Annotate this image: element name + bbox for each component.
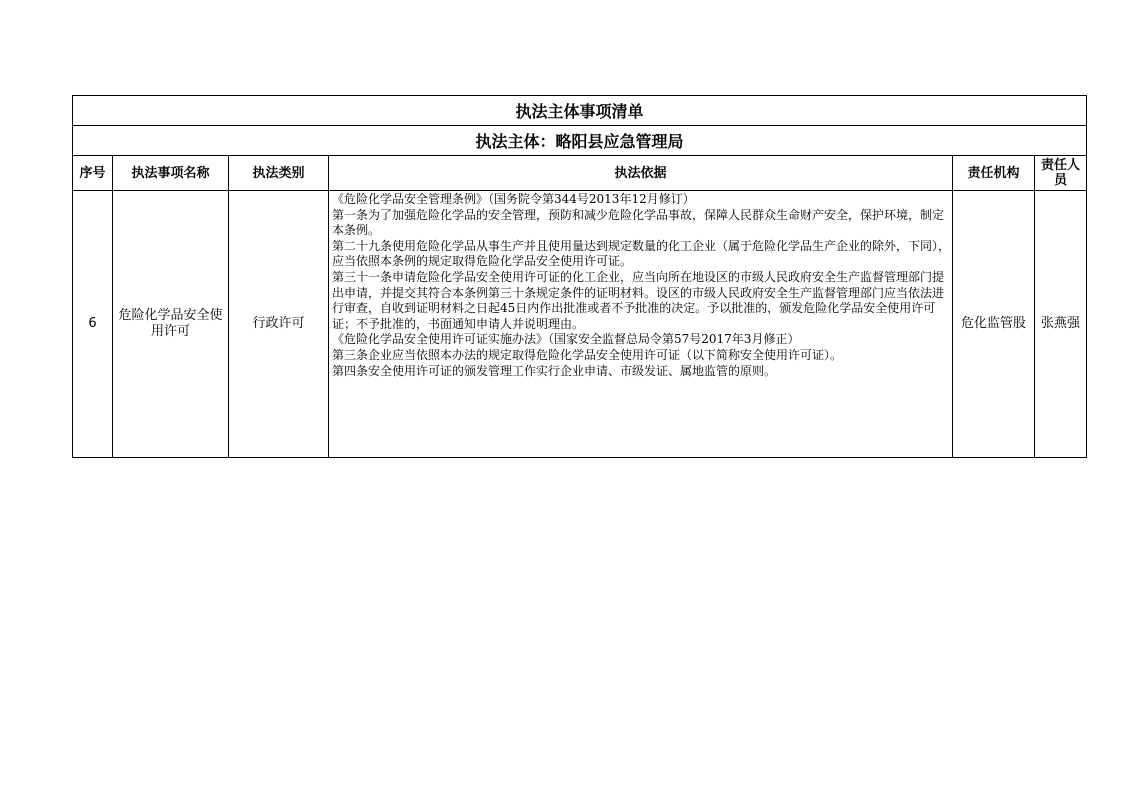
header-row xyxy=(73,156,1087,191)
cell-org: 危化监管股 xyxy=(953,191,1035,458)
header-person: 责任人员 xyxy=(1035,156,1087,191)
header-category: 执法类别 xyxy=(229,156,329,191)
cell-category: 行政许可 xyxy=(229,191,329,458)
cell-person: 张燕强 xyxy=(1035,191,1087,458)
basis-line: 《危险化学品安全使用许可证实施办法》（国家安全监督总局令第57号2017年3月修正） xyxy=(332,332,800,347)
enforcement-items-table xyxy=(72,95,1087,458)
document-title: 执法主体事项清单 xyxy=(73,96,1087,126)
cell-item-name: 危险化学品安全使用许可 xyxy=(113,191,229,458)
header-item-name: 执法事项名称 xyxy=(113,156,229,191)
header-basis: 执法依据 xyxy=(329,156,953,191)
basis-line: 第四条安全使用许可证的颁发管理工作实行企业申请、市级发证、属地监管的原则。 xyxy=(332,363,777,378)
basis-line: 第二十九条使用危险化学品从事生产并且使用量达到规定数量的化工企业（属于危险化学品生产企业的除外，下同），应当依照本条例的规定取得危险化学品安全使用许可证。 xyxy=(332,238,951,269)
title-row xyxy=(73,96,1087,126)
subject-row xyxy=(73,126,1087,156)
basis-line: 第三十一条申请危险化学品安全使用许可证的化工企业，应当向所在地设区的市级人民政府安全生产监督管理部门提出申请，并提交其符合本条例第三十条规定条件的证明材料。设区的市级人民政府安全生产监督管理部门应当依法进行审查，自收到证明材料之日起45日内作出批准或者不予批准的决定。予以批准的，颁发危险化学品安全使用许可证；不予批准的，书面通知申请人并说明理由。 xyxy=(332,269,945,331)
basis-line: 第三条企业应当依照本办法的规定取得危险化学品安全使用许可证（以下简称安全使用许可证）。 xyxy=(332,347,843,362)
table-row xyxy=(73,191,1087,458)
cell-basis xyxy=(329,191,953,458)
enforcement-subject: 执法主体：略阳县应急管理局 xyxy=(73,126,1087,156)
basis-line: 第一条为了加强危险化学品的安全管理，预防和减少危险化学品事故，保障人民群众生命财产安全，保护环境，制定本条例。 xyxy=(332,207,945,238)
basis-line: 《危险化学品安全管理条例》（国务院令第344号2013年12月修订） xyxy=(332,192,695,206)
header-serial: 序号 xyxy=(73,156,113,191)
header-org: 责任机构 xyxy=(953,156,1035,191)
cell-serial: 6 xyxy=(73,191,113,458)
